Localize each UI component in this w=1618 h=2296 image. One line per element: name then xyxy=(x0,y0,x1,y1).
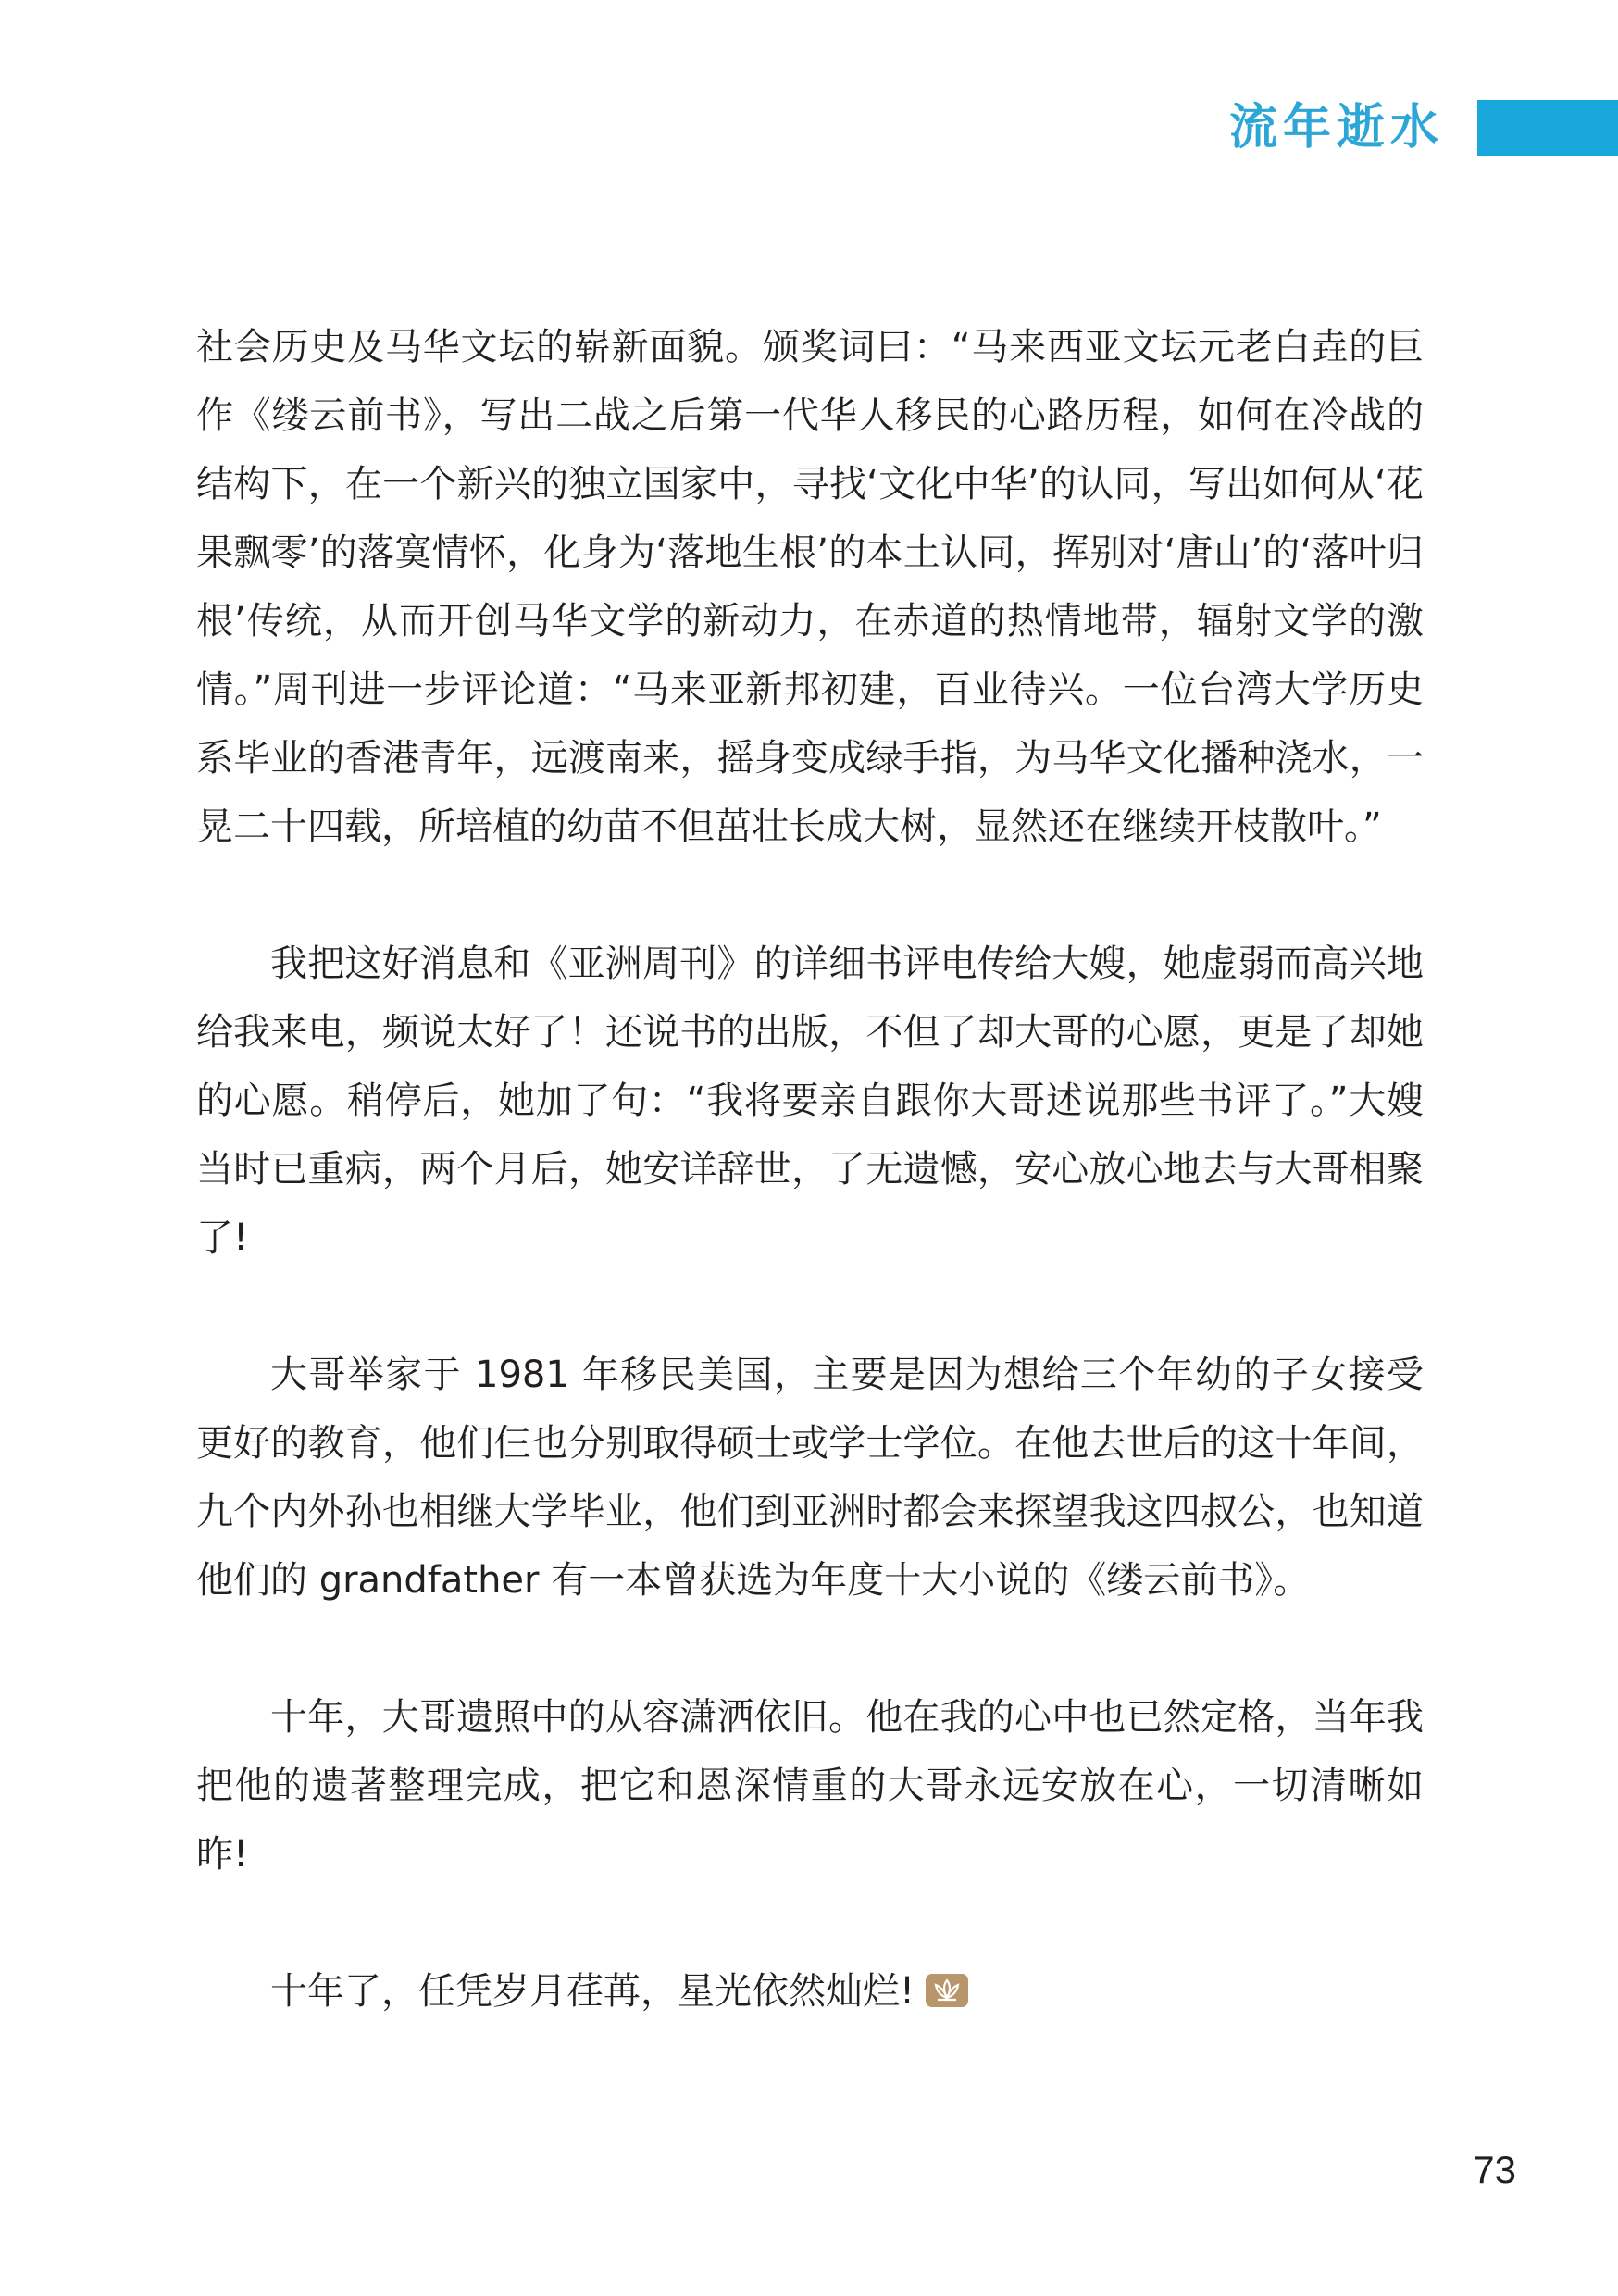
paragraph-5-text: 十年了，任凭岁月荏苒，星光依然灿烂! xyxy=(270,1970,915,2013)
paragraph-4: 十年，大哥遗照中的从容潇洒依旧。他在我的心中也已然定格，当年我把他的遗著整理完成，把它和恩深情重的大哥永远安放在心，一切清晰如昨! xyxy=(196,1696,1424,1876)
running-header xyxy=(1229,100,1618,156)
section-title: 流年逝水 xyxy=(1228,100,1444,156)
paragraph-1: 社会历史及马华文坛的崭新面貌。颁奖词曰：“马来西亚文坛元老白垚的巨作《缕云前书》，写出二战之后第一代华人移民的心路历程，如何在冷战的结构下，在一个新兴的独立国家中，寻找‘文化中华’的认同，写出如何从‘花果飘零’的落寞情怀，化身为‘落地生根’的本土认同，挥别对‘唐山’的‘落叶归根’传统，从而开创马华文学的新动力，在赤道的热情地带，辐射文学的激情。”周刊进一步评论道：“马来亚新邦初建，百业待兴。一位台湾大学历史系毕业的香港青年，远渡南来，摇身变成绿手指，为马华文化播种浇水，一晃二十四载，所培植的幼苗不但茁壮长成大树，显然还在继续开枝散叶。” xyxy=(196,326,1424,848)
lotus-end-mark-icon xyxy=(926,1974,968,2007)
body-text xyxy=(196,313,1424,2094)
header-accent-bar xyxy=(1477,100,1618,156)
paragraph-2: 我把这好消息和《亚洲周刊》的详细书评电传给大嫂，她虚弱而高兴地给我来电，频说太好了！还说书的出版，不但了却大哥的心愿，更是了却她的心愿。稍停后，她加了句：“我将要亲自跟你大哥述说那些书评了。”大嫂当时已重病，两个月后，她安详辞世，了无遗憾，安心放心地去与大哥相聚了! xyxy=(196,942,1424,1259)
page-number: 73 xyxy=(1473,2148,1516,2191)
paragraph-3: 大哥举家于 1981 年移民美国，主要是因为想给三个年幼的子女接受更好的教育，他们仨也分别取得硕士或学士学位。在他去世后的这十年间，九个内外孙也相继大学毕业，他们到亚洲时都会来探望我这四叔公，也知道他们的 grandfather 有一本曾获选为年度十大小说的《缕云前书》。 xyxy=(196,1354,1424,1602)
paragraph-5 xyxy=(196,1957,1424,2026)
